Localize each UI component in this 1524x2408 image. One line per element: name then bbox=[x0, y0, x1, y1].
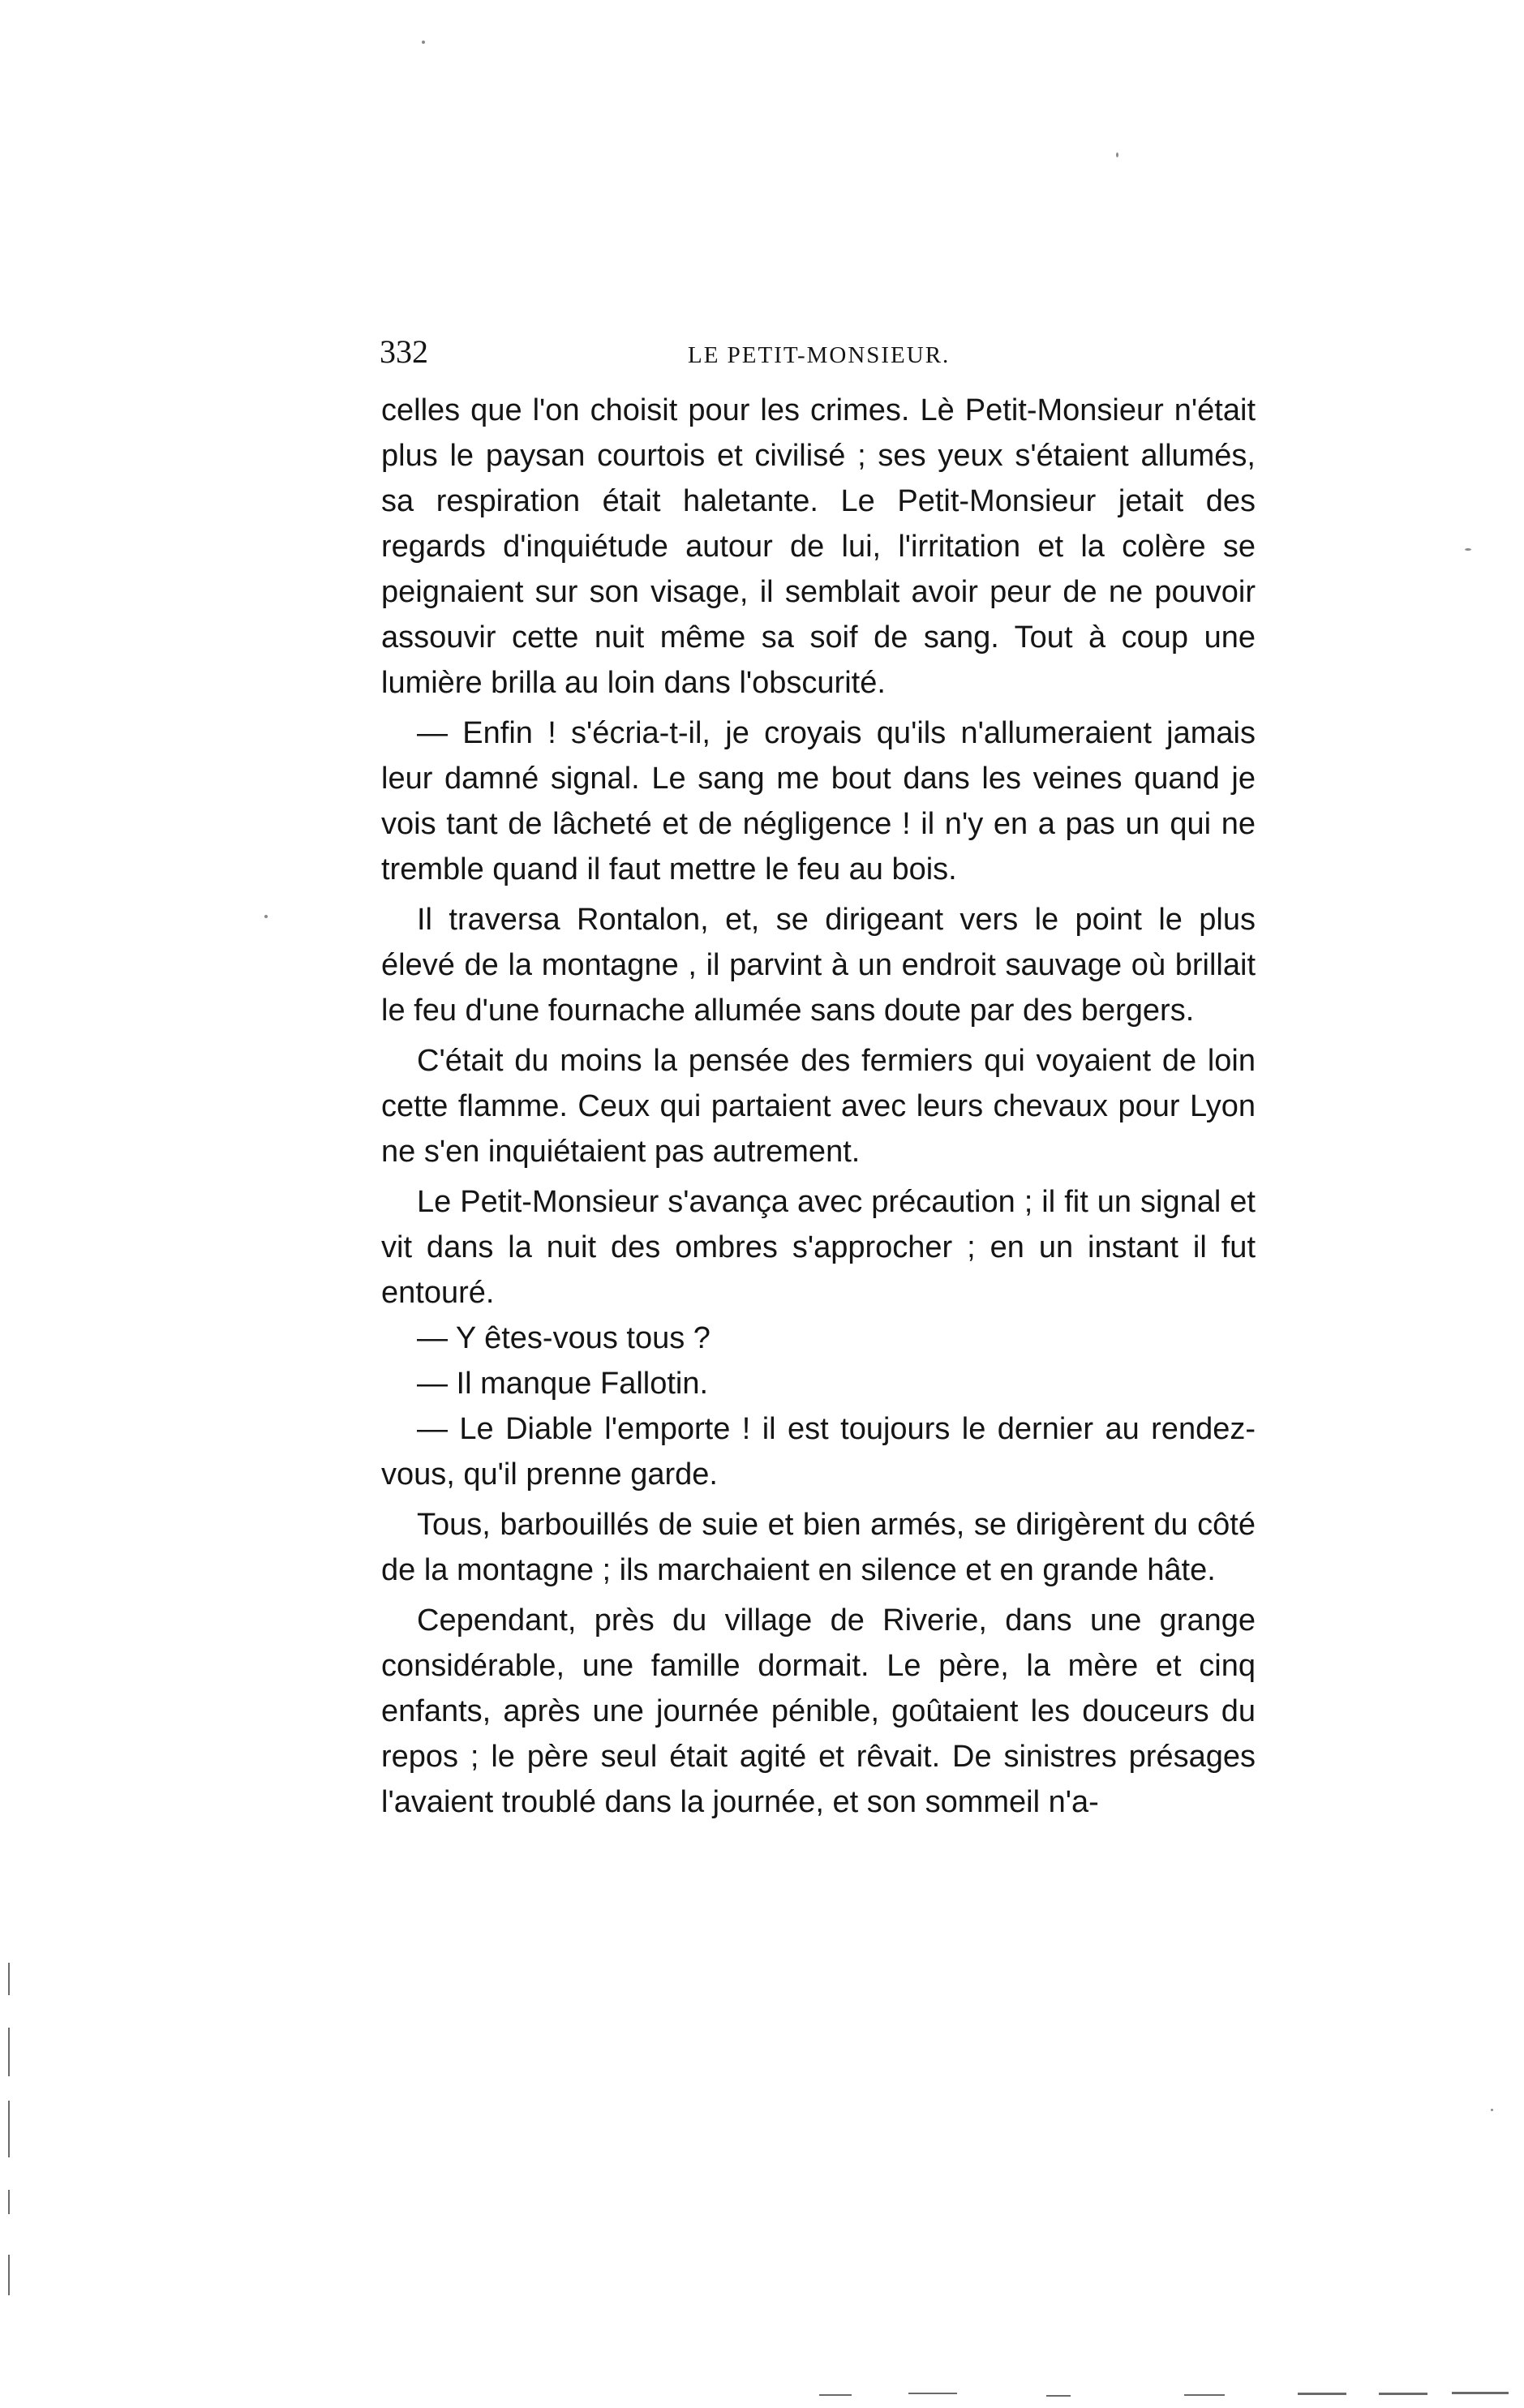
scan-edge-mark bbox=[908, 2393, 957, 2394]
scan-speck bbox=[422, 41, 425, 44]
scan-edge-mark bbox=[1046, 2395, 1071, 2397]
scan-edge-mark bbox=[1452, 2392, 1509, 2394]
paragraph-5: Le Petit-Monsieur s'avança avec précaution ; il fit un signal et vit dans la nuit des ombres s'approcher ; en un instant il fut entouré. bbox=[381, 1185, 1256, 1310]
paragraph-7: — Il manque Fallotin. bbox=[417, 1367, 709, 1401]
scan-edge-mark bbox=[1298, 2393, 1346, 2395]
scan-edge-mark bbox=[1379, 2393, 1427, 2395]
scan-edge-mark bbox=[8, 1963, 10, 1995]
paragraph-10: Cependant, près du village de Riverie, dans une grange considérable, une famille dormait. Le père, la mère et cinq enfants, après une journée pénible, goûtaient les douceurs du repos ; le père seul était agité et rêvait. De sinistres présages l'avaient troublé dans la journée, et son sommeil n'a- bbox=[381, 1603, 1256, 1819]
paragraph-2: — Enfin ! s'écria-t-il, je croyais qu'ils n'allumeraient jamais leur damné signal. Le sang me bout dans les veines quand je vois tant de lâcheté et de négligence ! il n'y en a pas un qui ne tremble quand il faut mettre le feu au bois. bbox=[381, 716, 1256, 886]
scan-speck bbox=[1116, 152, 1118, 157]
scan-speck bbox=[1465, 548, 1471, 551]
paragraph-1: celles que l'on choisit pour les crimes. Lè Petit-Monsieur n'était plus le paysan courtois et civilisé ; ses yeux s'étaient allumés, sa respiration était haletante. Le Petit-Monsieur jetait des regards d'inquiétude autour de lui, l'irritation et la colère se peignaient sur son visage, il semblait avoir peur de ne pouvoir assouvir cette nuit même sa soif de sang. Tout à coup une lumière brilla au loin dans l'obscurité. bbox=[381, 393, 1256, 700]
running-title: LE PETIT-MONSIEUR. bbox=[688, 342, 951, 368]
paragraph-3: Il traversa Rontalon, et, se dirigeant vers le point le plus élevé de la montagne , il parvint à un endroit sauvage où brillait le feu d'une fournache allumée sans doute par des bergers. bbox=[381, 903, 1256, 1028]
scan-edge-mark bbox=[8, 2028, 10, 2076]
scan-speck bbox=[1491, 2109, 1493, 2111]
scan-speck bbox=[264, 915, 268, 918]
page-number: 332 bbox=[380, 333, 428, 370]
paragraph-8: — Le Diable l'emporte ! il est toujours le dernier au rendez-vous, qu'il prenne garde. bbox=[381, 1412, 1256, 1492]
paragraph-6: — Y êtes-vous tous ? bbox=[417, 1321, 710, 1355]
body-text bbox=[381, 388, 1256, 1825]
paragraph-4: C'était du moins la pensée des fermiers qui voyaient de loin cette flamme. Ceux qui partaient avec leurs chevaux pour Lyon ne s'en inquiétaient pas autrement. bbox=[381, 1044, 1256, 1169]
scan-edge-mark bbox=[1184, 2394, 1225, 2396]
running-head bbox=[380, 328, 1256, 376]
scan-edge-mark bbox=[8, 2190, 10, 2214]
paragraph-9: Tous, barbouillés de suie et bien armés, se dirigèrent du côté de la montagne ; ils marchaient en silence et en grande hâte. bbox=[381, 1508, 1256, 1587]
scan-edge-mark bbox=[8, 2255, 10, 2295]
scan-edge-mark bbox=[8, 2101, 10, 2157]
scan-edge-mark bbox=[819, 2394, 852, 2396]
